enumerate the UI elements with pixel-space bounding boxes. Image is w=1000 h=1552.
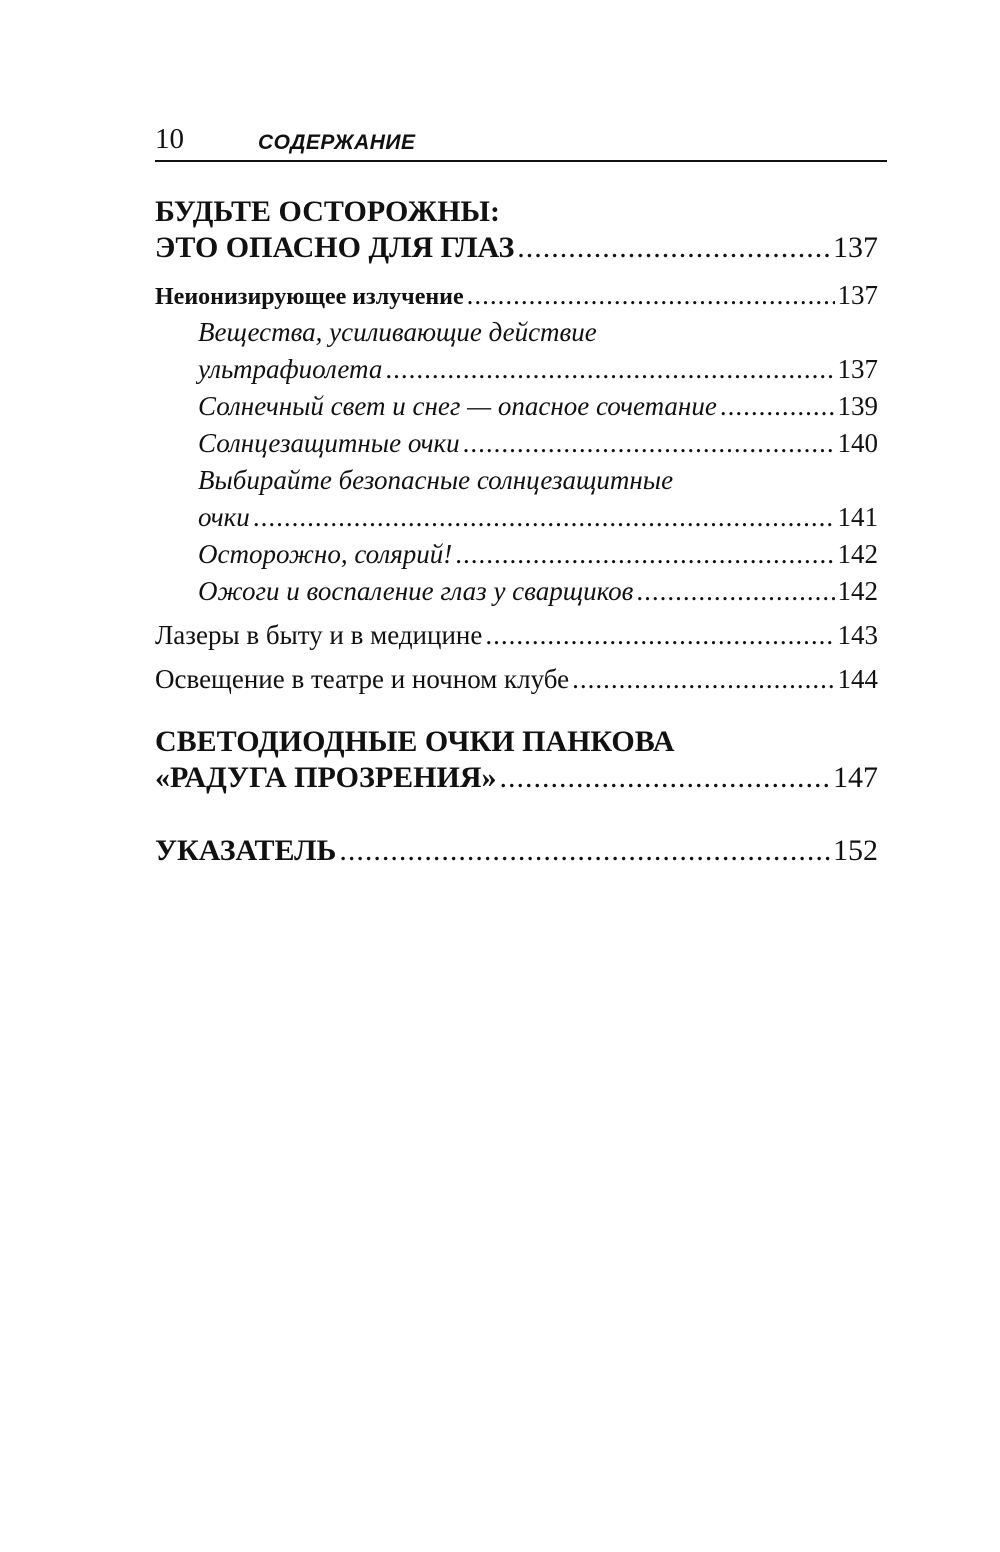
- toc-page-number: 142: [837, 539, 878, 569]
- toc-entry-section-led-glasses: [155, 760, 878, 796]
- toc-entry-title: очки: [198, 502, 250, 532]
- dot-leader: [485, 619, 834, 651]
- page-header: [155, 118, 887, 162]
- dot-leader: [636, 575, 834, 607]
- toc-section-title-line: СВЕТОДИОДНЫЕ ОЧКИ ПАНКОВА: [155, 725, 675, 758]
- toc-entry-lasers: [155, 619, 878, 651]
- dot-leader: [463, 427, 835, 459]
- running-title: СОДЕРЖАНИЕ: [258, 131, 416, 154]
- toc-page-number: 141: [837, 502, 878, 532]
- toc-entry-title-line: Вещества, усиливающие действие: [198, 317, 597, 347]
- toc-entry-section-index: [155, 833, 878, 869]
- toc-page-number: 140: [837, 428, 878, 458]
- toc-entry-title: Неионизирующее излучение: [155, 284, 464, 310]
- page-number: 10: [155, 123, 184, 155]
- toc-entry-non-ionizing-radiation: [155, 280, 878, 312]
- dot-leader: [499, 760, 830, 796]
- toc-page-number: 152: [833, 834, 878, 867]
- toc-page-number: 137: [837, 280, 878, 310]
- dot-leader: [455, 538, 834, 570]
- toc-entry-title: Освещение в театре и ночном клубе: [155, 664, 570, 694]
- header-rule: [155, 160, 887, 162]
- toc-entry-title: Лазеры в быту и в медицине: [155, 620, 483, 650]
- toc-entry-uv-substances: [198, 353, 878, 385]
- toc-entry-sunglasses: [198, 427, 878, 459]
- dot-leader: [467, 280, 835, 310]
- toc-entry-title: «РАДУГА ПРОЗРЕНИЯ»: [155, 761, 497, 794]
- toc-page-number: 143: [837, 620, 878, 650]
- toc-entry-section-eye-danger: [155, 230, 878, 266]
- toc-entry-title-line: Выбирайте безопасные солнцезащитные: [198, 465, 674, 495]
- toc-entry-title: УКАЗАТЕЛЬ: [155, 834, 337, 867]
- dot-leader: [572, 663, 834, 695]
- toc-entry-title: Ожоги и воспаление глаз у сварщиков: [198, 576, 634, 606]
- toc-entry-title: ультрафиолета: [198, 354, 383, 384]
- toc-section-title-line: БУДЬТЕ ОСТОРОЖНЫ:: [155, 195, 500, 228]
- toc-entry-sun-and-snow: [198, 390, 878, 422]
- toc-entry-title: Осторожно, солярий!: [198, 539, 453, 569]
- dot-leader: [517, 230, 830, 266]
- toc-entry-title: Солнцезащитные очки: [198, 428, 460, 458]
- toc-entry-welders-burns: [198, 575, 878, 607]
- toc-page-number: 137: [833, 231, 878, 264]
- toc-page-number: 137: [837, 354, 878, 384]
- toc-page-number: 147: [833, 761, 878, 794]
- dot-leader: [253, 501, 835, 533]
- dot-leader: [385, 353, 834, 385]
- toc-page-number: 144: [837, 664, 878, 694]
- dot-leader: [720, 390, 835, 422]
- toc-entry-theatre-lighting: [155, 663, 878, 695]
- toc-entry-solarium: [198, 538, 878, 570]
- toc-page-number: 142: [837, 576, 878, 606]
- toc-entry-safe-sunglasses: [198, 501, 878, 533]
- dot-leader: [339, 833, 830, 869]
- toc-entry-title: Солнечный свет и снег — опасное сочетание: [198, 391, 717, 421]
- toc-page-number: 139: [837, 391, 878, 421]
- toc-entry-title: ЭТО ОПАСНО ДЛЯ ГЛАЗ: [155, 231, 515, 264]
